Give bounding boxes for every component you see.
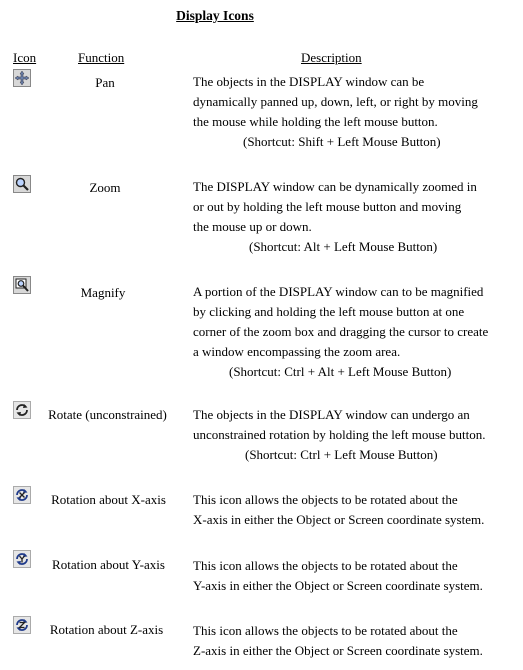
description-line: dynamically panned up, down, left, or right by moving xyxy=(193,94,478,109)
description-line: The objects in the DISPLAY window can undergo an xyxy=(193,407,470,422)
shortcut-text: (Shortcut: Shift + Left Mouse Button) xyxy=(243,134,441,149)
description-line: X-axis in either the Object or Screen coordinate system. xyxy=(193,512,485,527)
description xyxy=(193,490,518,530)
description-line: This icon allows the objects to be rotated about the xyxy=(193,492,458,507)
zoom-icon xyxy=(13,175,31,193)
description-line: The DISPLAY window can be dynamically zoomed in xyxy=(193,179,477,194)
description xyxy=(193,177,518,257)
description-line: A portion of the DISPLAY window can to be magnified xyxy=(193,284,484,299)
function-label: Magnify xyxy=(80,285,126,300)
description xyxy=(193,72,518,152)
description-line: or out by holding the left mouse button and moving xyxy=(193,199,462,214)
description-line: corner of the zoom box and dragging the cursor to create xyxy=(193,324,489,339)
description-line: the mouse while holding the left mouse button. xyxy=(193,114,438,129)
description xyxy=(193,621,518,661)
shortcut-text: (Shortcut: Alt + Left Mouse Button) xyxy=(249,239,438,254)
description-column-header: Description xyxy=(301,50,362,65)
description-line: Z-axis in either the Object or Screen coordinate system. xyxy=(193,643,483,658)
description-line: by clicking and holding the left mouse button at one xyxy=(193,304,465,319)
description-line: Y-axis in either the Object or Screen coordinate system. xyxy=(193,578,483,593)
description xyxy=(193,282,518,382)
shortcut-text: (Shortcut: Ctrl + Left Mouse Button) xyxy=(245,447,438,462)
description-line: The objects in the DISPLAY window can be xyxy=(193,74,425,89)
description-line: a window encompassing the zoom area. xyxy=(193,344,401,359)
description-line: unconstrained rotation by holding the left mouse button. xyxy=(193,427,486,442)
function-label: Pan xyxy=(95,75,115,90)
function-label: Zoom xyxy=(89,180,121,195)
rotate-x-icon xyxy=(13,486,31,504)
function-label: Rotation about X-axis xyxy=(51,492,166,507)
page-title: Display Icons xyxy=(176,8,254,23)
description-line: the mouse up or down. xyxy=(193,219,312,234)
rotate-z-icon xyxy=(13,616,31,634)
function-column-header: Function xyxy=(78,50,125,65)
function-label: Rotation about Y-axis xyxy=(52,557,165,572)
function-label: Rotate (unconstrained) xyxy=(48,407,167,422)
description-line: This icon allows the objects to be rotated about the xyxy=(193,623,458,638)
icon-column-header: Icon xyxy=(13,50,37,65)
function-label: Rotation about Z-axis xyxy=(49,622,164,637)
description xyxy=(193,556,518,596)
description-line: This icon allows the objects to be rotated about the xyxy=(193,558,458,573)
rotate-y-icon xyxy=(13,550,31,568)
description xyxy=(193,405,518,465)
shortcut-text: (Shortcut: Ctrl + Alt + Left Mouse Button) xyxy=(229,364,452,379)
magnify-icon xyxy=(13,276,31,294)
pan-icon xyxy=(13,69,31,87)
rotate-icon xyxy=(13,401,31,419)
